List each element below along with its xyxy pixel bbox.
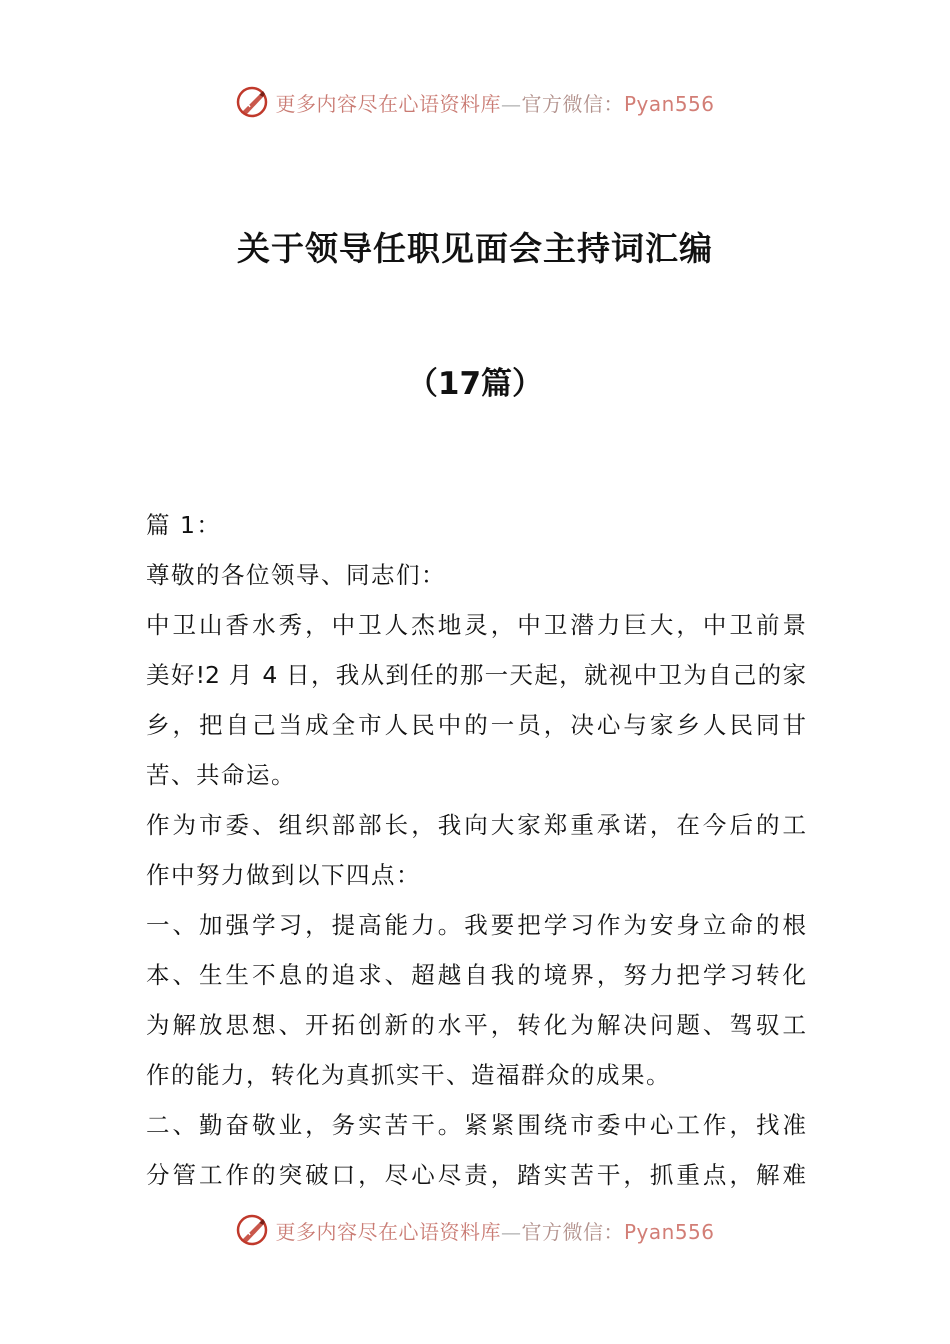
body-line: 为解放思想、开拓创新的水平，转化为解决问题、驾驭工 <box>146 1011 806 1039</box>
body-line: 篇 1： <box>146 511 222 539</box>
body-line: 分管工作的突破口，尽心尽责，踏实苦干，抓重点，解难 <box>146 1161 806 1189</box>
watermark-wechat-label: 官方微信： <box>521 1219 624 1244</box>
document-body <box>146 500 806 1200</box>
pen-logo-icon <box>235 85 269 119</box>
body-line: 作的能力，转化为真抓实干、造福群众的成果。 <box>146 1061 671 1089</box>
body-line: 作中努力做到以下四点： <box>146 861 421 889</box>
document-subtitle: （17篇） <box>406 366 544 402</box>
header-watermark <box>0 80 950 124</box>
body-line: 乡，把自己当成全市人民中的一员，决心与家乡人民同甘 <box>146 711 806 739</box>
body-line: 二、勤奋敬业，务实苦干。紧紧围绕市委中心工作，找准 <box>146 1111 806 1139</box>
document-title: 关于领导任职见面会主持词汇编 <box>237 229 713 268</box>
watermark-text <box>275 1216 714 1245</box>
watermark-text <box>275 88 714 117</box>
pen-logo-icon <box>235 1213 269 1247</box>
body-line: 中卫山香水秀，中卫人杰地灵，中卫潜力巨大，中卫前景 <box>146 611 806 639</box>
body-line: 作为市委、组织部部长，我向大家郑重承诺，在今后的工 <box>146 811 806 839</box>
body-line: 一、加强学习，提高能力。我要把学习作为安身立命的根 <box>146 911 806 939</box>
watermark-wechat-id: Pyan556 <box>623 1219 715 1244</box>
watermark-main: 更多内容尽在心语资料库 <box>275 1219 501 1244</box>
body-line: 苦、共命运。 <box>146 761 296 789</box>
watermark-separator: — <box>500 1219 522 1244</box>
body-line: 本、生生不息的追求、超越自我的境界，努力把学习转化 <box>146 961 806 989</box>
body-line: 尊敬的各位领导、同志们： <box>146 561 446 589</box>
footer-watermark <box>0 1208 950 1252</box>
body-line: 美好!2 月 4 日，我从到任的那一天起，就视中卫为自己的家 <box>146 661 806 689</box>
watermark-wechat-label: 官方微信： <box>521 91 624 116</box>
watermark-separator: — <box>500 91 522 116</box>
watermark-main: 更多内容尽在心语资料库 <box>275 91 501 116</box>
watermark-wechat-id: Pyan556 <box>623 91 715 116</box>
